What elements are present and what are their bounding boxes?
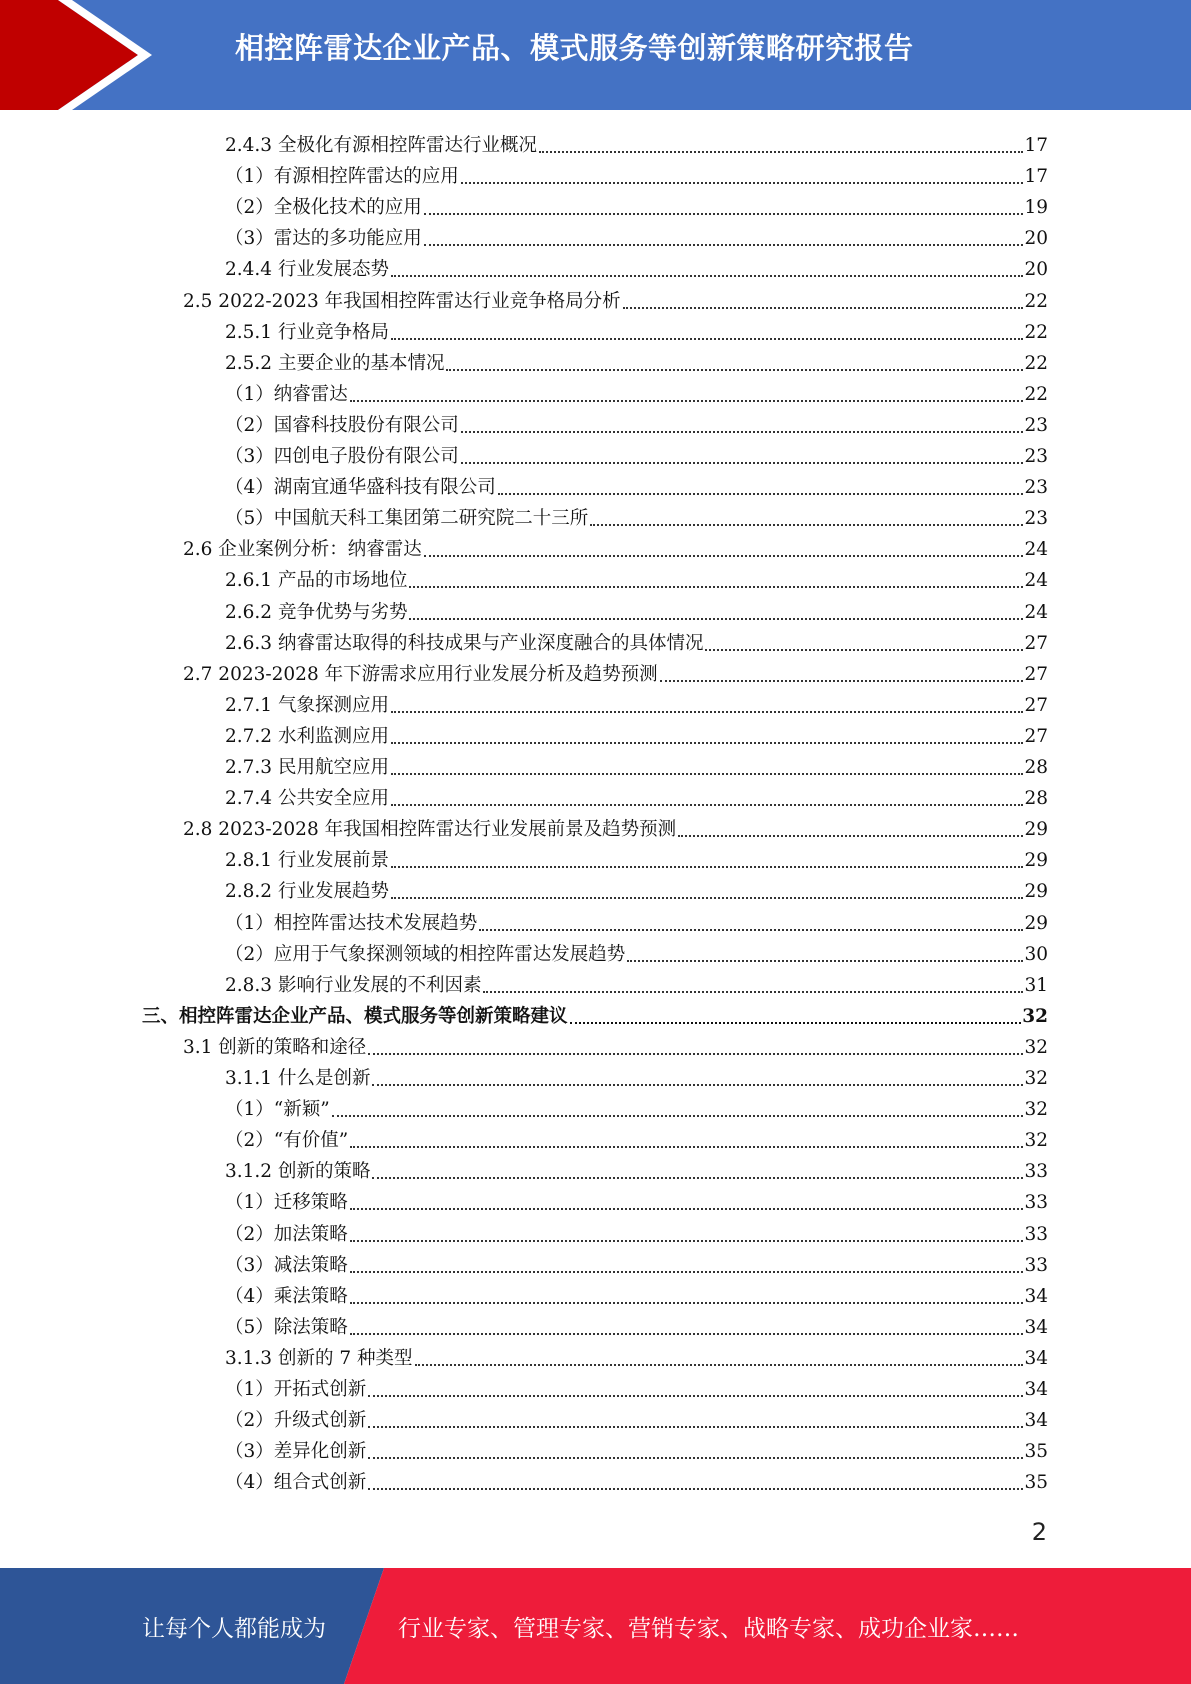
- page-footer: [0, 1568, 1191, 1684]
- toc-entry[interactable]: [225, 687, 1048, 718]
- toc-leader-dots: [350, 1271, 1024, 1273]
- toc-entry-label: 2.6 企业案例分析：纳睿雷达: [183, 539, 422, 561]
- toc-entry-label: （2）国睿科技股份有限公司: [225, 414, 459, 436]
- toc-leader-dots: [590, 524, 1023, 526]
- toc-leader-dots: [350, 1146, 1023, 1148]
- toc-entry-page: 22: [1024, 290, 1048, 312]
- toc-leader-dots: [483, 991, 1023, 993]
- toc-entry[interactable]: [225, 1060, 1048, 1091]
- toc-entry-label: 2.8.2 行业发展趋势: [225, 881, 389, 903]
- toc-leader-dots: [391, 742, 1023, 744]
- toc-leader-dots: [368, 1426, 1023, 1428]
- toc-entry-label: 2.7.3 民用航空应用: [225, 757, 389, 778]
- toc-leader-dots: [350, 400, 1024, 402]
- toc-entry-page: 33: [1024, 1192, 1048, 1214]
- toc-entry[interactable]: [225, 967, 1048, 998]
- toc-entry-page: 32: [1024, 1130, 1048, 1152]
- toc-leader-dots: [368, 1457, 1023, 1459]
- toc-entry-page: 27: [1024, 632, 1048, 654]
- toc-entry-label: 3.1 创新的策略和途径: [183, 1036, 367, 1058]
- toc-leader-dots: [350, 1240, 1024, 1242]
- toc-entry-page: 34: [1024, 1316, 1048, 1338]
- toc-entry-page: 29: [1024, 881, 1048, 903]
- toc-entry[interactable]: [225, 220, 1048, 251]
- toc-entry[interactable]: [183, 283, 1048, 314]
- toc-leader-dots: [391, 338, 1023, 340]
- toc-entry-label: 2.4.3 全极化有源相控阵雷达行业概况: [225, 135, 537, 156]
- toc-leader-dots: [415, 1364, 1024, 1366]
- toc-entry-page: 28: [1024, 757, 1048, 778]
- toc-leader-dots: [372, 1084, 1023, 1086]
- toc-entry-page: 31: [1024, 974, 1048, 996]
- toc-entry[interactable]: [225, 1184, 1048, 1215]
- toc-leader-dots: [461, 431, 1024, 433]
- toc-entry[interactable]: [225, 1371, 1048, 1402]
- toc-leader-dots: [498, 493, 1024, 495]
- toc-entry-page: 23: [1024, 508, 1048, 530]
- toc-entry-label: （5）中国航天科工集团第二研究院二十三所: [225, 508, 589, 530]
- toc-entry-page: 32: [1024, 1099, 1048, 1121]
- toc-entry-label: （4）组合式创新: [225, 1472, 367, 1494]
- toc-entry-page: 28: [1024, 788, 1048, 810]
- toc-entry[interactable]: [225, 1340, 1048, 1371]
- toc-leader-dots: [391, 773, 1023, 775]
- toc-entry-label: （5）除法策略: [225, 1316, 348, 1338]
- toc-leader-dots: [446, 369, 1023, 371]
- toc-entry-page: 20: [1024, 259, 1048, 281]
- toc-entry[interactable]: [225, 1091, 1048, 1122]
- toc-entry-label: （2）“有价值”: [225, 1130, 349, 1152]
- toc-entry-page: 24: [1024, 601, 1048, 623]
- toc-entry-page: 32: [1024, 1036, 1048, 1058]
- toc-entry-label: 2.5 2022-2023 年我国相控阵雷达行业竞争格局分析: [183, 290, 621, 312]
- toc-leader-dots: [391, 275, 1023, 277]
- toc-leader-dots: [623, 307, 1024, 309]
- toc-entry-label: 2.6.3 纳睿雷达取得的科技成果与产业深度融合的具体情况: [225, 632, 704, 654]
- toc-entry-page: 30: [1024, 943, 1048, 965]
- toc-entry-label: 2.6.1 产品的市场地位: [225, 570, 408, 592]
- toc-entry[interactable]: [225, 251, 1048, 282]
- toc-leader-dots: [705, 649, 1023, 651]
- toc-leader-dots: [409, 586, 1023, 588]
- toc-entry[interactable]: [225, 1216, 1048, 1247]
- toc-entry-page: 32: [1024, 1068, 1048, 1089]
- toc-entry-label: （3）差异化创新: [225, 1441, 367, 1463]
- toc-leader-dots: [409, 618, 1023, 620]
- toc-entry[interactable]: [225, 1278, 1048, 1309]
- toc-entry[interactable]: [225, 936, 1048, 967]
- toc-leader-dots: [332, 1115, 1024, 1117]
- toc-entry-page: 17: [1024, 166, 1048, 188]
- toc-entry[interactable]: [225, 842, 1048, 873]
- toc-entry-page: 24: [1024, 570, 1048, 592]
- toc-entry-page: 29: [1024, 819, 1048, 841]
- toc-entry-label: （1）开拓式创新: [225, 1379, 367, 1400]
- toc-entry-label: （3）减法策略: [225, 1254, 348, 1276]
- toc-entry-page: 34: [1024, 1410, 1048, 1432]
- toc-entry[interactable]: [225, 314, 1048, 345]
- toc-entry[interactable]: [225, 905, 1048, 936]
- toc-entry-page: 33: [1024, 1223, 1048, 1245]
- toc-entry[interactable]: [183, 1029, 1048, 1060]
- toc-entry-page: 23: [1024, 446, 1048, 467]
- toc-entry[interactable]: [225, 500, 1048, 531]
- toc-leader-dots: [368, 1053, 1023, 1055]
- toc-leader-dots: [372, 1177, 1023, 1179]
- toc-entry-page: 23: [1024, 414, 1048, 436]
- toc-entry-page: 35: [1024, 1441, 1048, 1463]
- toc-entry[interactable]: [225, 1122, 1048, 1153]
- toc-entry-label: 三、相控阵雷达企业产品、模式服务等创新策略建议: [142, 1005, 568, 1027]
- footer-slogan-right: 行业专家、管理专家、营销专家、战略专家、成功企业家……: [398, 1616, 1019, 1642]
- toc-entry-page: 33: [1024, 1161, 1048, 1183]
- toc-leader-dots: [424, 213, 1024, 215]
- toc-leader-dots: [539, 151, 1023, 153]
- toc-entry[interactable]: [225, 407, 1048, 438]
- toc-leader-dots: [461, 462, 1024, 464]
- toc-entry-label: 2.6.2 竞争优势与劣势: [225, 601, 408, 623]
- toc-entry-page: 24: [1024, 539, 1048, 561]
- toc-entry[interactable]: [225, 438, 1048, 469]
- toc-leader-dots: [391, 897, 1023, 899]
- toc-entry[interactable]: [225, 1309, 1048, 1340]
- toc-entry-page: 27: [1024, 725, 1048, 747]
- toc-entry-label: （2）升级式创新: [225, 1410, 367, 1432]
- toc-entry-page: 22: [1024, 352, 1048, 374]
- toc-entry[interactable]: [225, 469, 1048, 500]
- toc-entry[interactable]: [225, 594, 1048, 625]
- toc-entry-page: 22: [1024, 321, 1048, 343]
- toc-entry-page: 32: [1022, 1005, 1048, 1027]
- toc-entry-page: 19: [1024, 197, 1048, 219]
- toc-entry[interactable]: [225, 1433, 1048, 1464]
- toc-leader-dots: [350, 1208, 1024, 1210]
- toc-entry-page: 29: [1024, 912, 1048, 934]
- toc-entry-label: 2.7.1 气象探测应用: [225, 694, 389, 716]
- toc-leader-dots: [570, 1022, 1022, 1024]
- toc-entry[interactable]: [225, 376, 1048, 407]
- toc-entry-label: （2）全极化技术的应用: [225, 197, 422, 219]
- toc-entry-page: 17: [1024, 135, 1048, 156]
- toc-entry[interactable]: [183, 531, 1048, 562]
- toc-leader-dots: [391, 866, 1023, 868]
- toc-entry[interactable]: [225, 1464, 1048, 1495]
- toc-entry-label: （3）雷达的多功能应用: [225, 228, 422, 250]
- toc-entry-label: 2.7.2 水利监测应用: [225, 725, 389, 747]
- toc-entry-page: 27: [1024, 663, 1048, 685]
- toc-leader-dots: [350, 1302, 1024, 1304]
- toc-leader-dots: [678, 835, 1023, 837]
- toc-entry-page: 23: [1024, 477, 1048, 499]
- toc-entry[interactable]: [225, 158, 1048, 189]
- footer-slogan-left: 让每个人都能成为: [142, 1616, 326, 1642]
- toc-leader-dots: [424, 555, 1024, 557]
- toc-leader-dots: [461, 182, 1024, 184]
- toc-entry-label: （1）相控阵雷达技术发展趋势: [225, 912, 478, 934]
- toc-entry-label: 2.8.3 影响行业发展的不利因素: [225, 974, 482, 996]
- toc-entry-page: 29: [1024, 850, 1048, 872]
- toc-entry-label: （1）纳睿雷达: [225, 383, 348, 405]
- toc-entry[interactable]: [225, 625, 1048, 656]
- toc-entry-label: 2.8.1 行业发展前景: [225, 850, 389, 872]
- toc-entry[interactable]: [225, 189, 1048, 220]
- toc-entry-label: 2.5.1 行业竞争格局: [225, 321, 389, 343]
- toc-entry-label: （1）“新颖”: [225, 1099, 330, 1121]
- toc-entry[interactable]: [225, 873, 1048, 904]
- toc-entry-label: 2.7 2023-2028 年下游需求应用行业发展分析及趋势预测: [183, 663, 658, 685]
- header-title: 相控阵雷达企业产品、模式服务等创新策略研究报告: [235, 31, 914, 65]
- toc-entry[interactable]: [225, 127, 1048, 158]
- toc-entry[interactable]: [225, 345, 1048, 376]
- toc-entry[interactable]: [225, 1153, 1048, 1184]
- toc-entry-label: 2.7.4 公共安全应用: [225, 788, 389, 810]
- toc-entry-label: （1）迁移策略: [225, 1192, 348, 1214]
- toc-entry[interactable]: [225, 718, 1048, 749]
- toc-entry[interactable]: [225, 1402, 1048, 1433]
- toc-entry-page: 20: [1024, 228, 1048, 250]
- page-header: [0, 0, 1191, 110]
- toc-entry-page: 33: [1024, 1254, 1048, 1276]
- toc-entry-label: 3.1.3 创新的 7 种类型: [225, 1347, 413, 1369]
- toc-entry-label: 2.8 2023-2028 年我国相控阵雷达行业发展前景及趋势预测: [183, 819, 677, 841]
- toc-leader-dots: [391, 804, 1023, 806]
- toc-leader-dots: [424, 244, 1024, 246]
- toc-entry-page: 35: [1024, 1472, 1048, 1494]
- toc-entry-label: （4）乘法策略: [225, 1285, 348, 1307]
- toc-entry-label: 3.1.2 创新的策略: [225, 1161, 371, 1183]
- toc-entry-page: 22: [1024, 383, 1048, 405]
- toc-entry-page: 34: [1024, 1379, 1048, 1400]
- toc-leader-dots: [368, 1488, 1023, 1490]
- toc-entry-page: 34: [1024, 1285, 1048, 1307]
- toc-entry-page: 27: [1024, 694, 1048, 716]
- toc-entry[interactable]: [142, 998, 1048, 1029]
- toc-leader-dots: [368, 1395, 1023, 1397]
- toc-entry[interactable]: [183, 811, 1048, 842]
- toc-entry-label: （2）应用于气象探测领域的相控阵雷达发展趋势: [225, 943, 626, 965]
- toc-leader-dots: [660, 680, 1024, 682]
- toc-entry[interactable]: [225, 1247, 1048, 1278]
- toc-entry[interactable]: [225, 562, 1048, 593]
- toc-leader-dots: [350, 1333, 1024, 1335]
- toc-leader-dots: [479, 929, 1023, 931]
- toc-leader-dots: [391, 711, 1023, 713]
- toc-entry[interactable]: [183, 656, 1048, 687]
- toc-entry-label: （4）湖南宜通华盛科技有限公司: [225, 477, 496, 499]
- page-number: 2: [1031, 1518, 1047, 1546]
- toc-entry-label: 3.1.1 什么是创新: [225, 1068, 371, 1089]
- toc-entry-label: 2.4.4 行业发展态势: [225, 259, 389, 281]
- toc-entry-label: （2）加法策略: [225, 1223, 348, 1245]
- toc-entry-label: （3）四创电子股份有限公司: [225, 446, 459, 467]
- toc-entry-label: 2.5.2 主要企业的基本情况: [225, 352, 445, 374]
- toc-entry[interactable]: [225, 780, 1048, 811]
- toc-entry-page: 34: [1024, 1347, 1048, 1369]
- toc-entry-label: （1）有源相控阵雷达的应用: [225, 166, 459, 188]
- toc-entry[interactable]: [225, 749, 1048, 780]
- toc-leader-dots: [627, 960, 1023, 962]
